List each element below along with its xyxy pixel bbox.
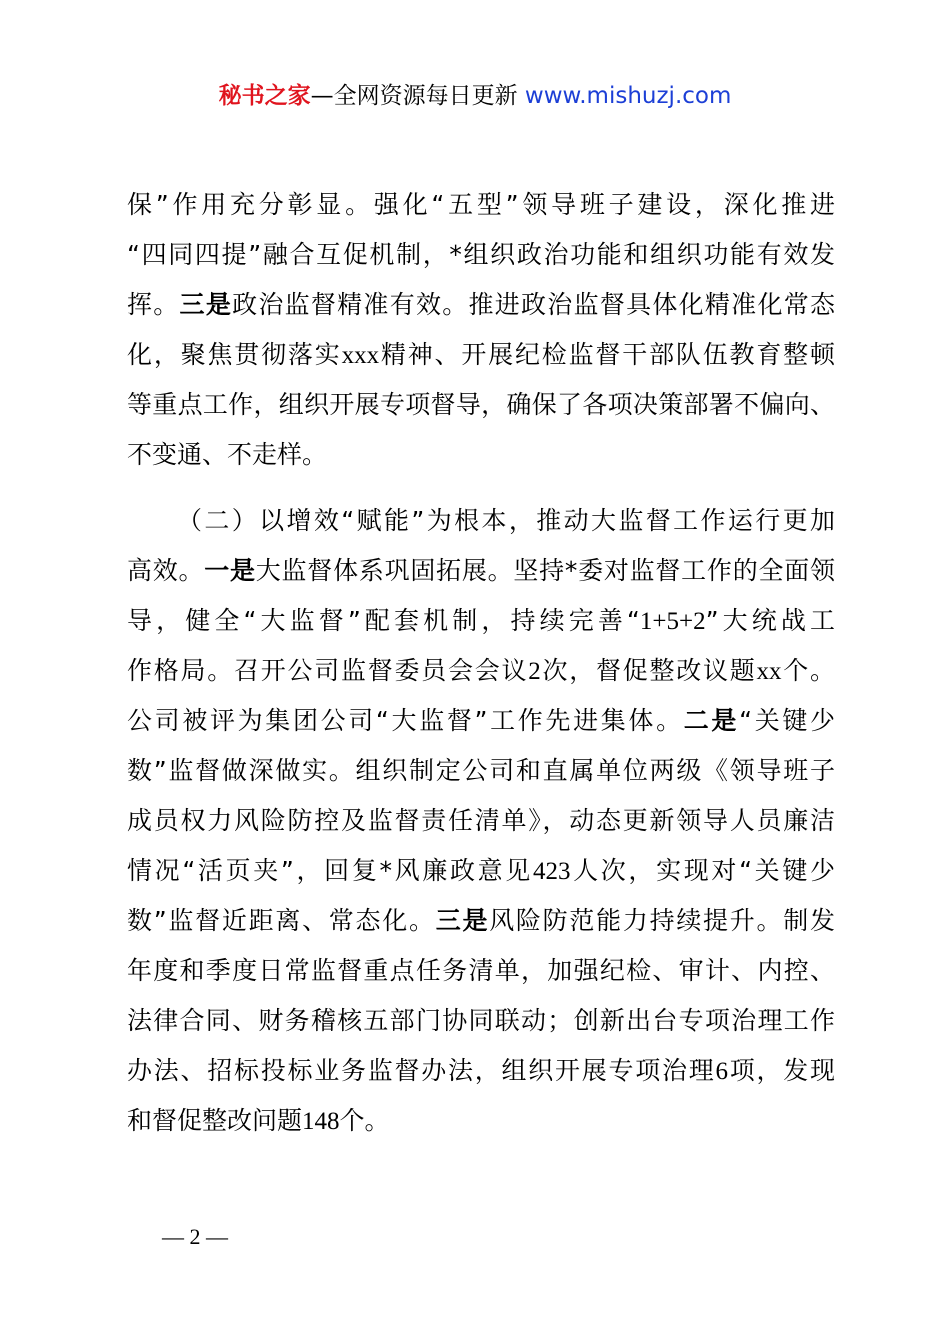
- section-heading-line: （二）以增效“赋能”为根本，推动大监督工作运行更加: [177, 506, 835, 535]
- text-line: 高效。一是大监督体系巩固拓展。坚持*委对监督工作的全面领: [127, 556, 835, 585]
- text-line: 数”监督近距离、常态化。三是风险防范能力持续提升。制发: [127, 906, 835, 935]
- text-line: “四同四提”融合互促机制，*组织政治功能和组织功能有效发: [127, 240, 835, 269]
- paragraph-2: [127, 496, 835, 1146]
- bold-marker: 三是: [435, 906, 490, 935]
- text-line: 导，健全“大监督”配套机制，持续完善“1+5+2”大统战工: [127, 606, 835, 635]
- text-line: 办法、招标投标业务监督办法，组织开展专项治理6项，发现: [127, 1056, 835, 1085]
- site-header: [0, 80, 950, 112]
- bold-marker: 三是: [179, 290, 233, 319]
- text-line: 作格局。召开公司监督委员会会议2次，督促整改议题xx个。: [127, 656, 835, 685]
- bold-marker: 一是: [204, 556, 256, 585]
- page-number: — 2 —: [162, 1224, 228, 1249]
- text-line: 情况“活页夹”，回复*风廉政意见423人次，实现对“关键少: [127, 856, 835, 885]
- paragraph-1: [127, 180, 835, 480]
- text-line: 保”作用充分彰显。强化“五型”领导班子建设，深化推进: [127, 190, 835, 219]
- text-line: 和督促整改问题148个。: [127, 1106, 390, 1135]
- site-slogan: —全网资源每日更新: [310, 83, 525, 109]
- text-line: 数”监督做深做实。组织制定公司和直属单位两级《领导班子: [127, 756, 835, 785]
- text-line: 年度和季度日常监督重点任务清单，加强纪检、审计、内控、: [127, 956, 835, 985]
- document-body: [127, 180, 835, 1146]
- text-line: 等重点工作，组织开展专项督导，确保了各项决策部署不偏向、: [127, 390, 835, 419]
- site-url[interactable]: www.mishuzj.com: [524, 83, 732, 109]
- text-line: 成员权力风险防控及监督责任清单》，动态更新领导人员廉洁: [127, 806, 835, 835]
- bold-marker: 二是: [683, 706, 740, 735]
- text-line: 挥。三是政治监督精准有效。推进政治监督具体化精准化常态: [127, 290, 835, 319]
- text-line: 法律合同、财务稽核五部门协同联动；创新出台专项治理工作: [127, 1006, 835, 1035]
- text-line: 化，聚焦贯彻落实xxx精神、开展纪检监督干部队伍教育整顿: [127, 340, 835, 369]
- text-line: 不变通、不走样。: [127, 440, 328, 469]
- text-line: 公司被评为集团公司“大监督”工作先进集体。二是“关键少: [127, 706, 836, 735]
- site-brand: 秘书之家: [218, 83, 311, 109]
